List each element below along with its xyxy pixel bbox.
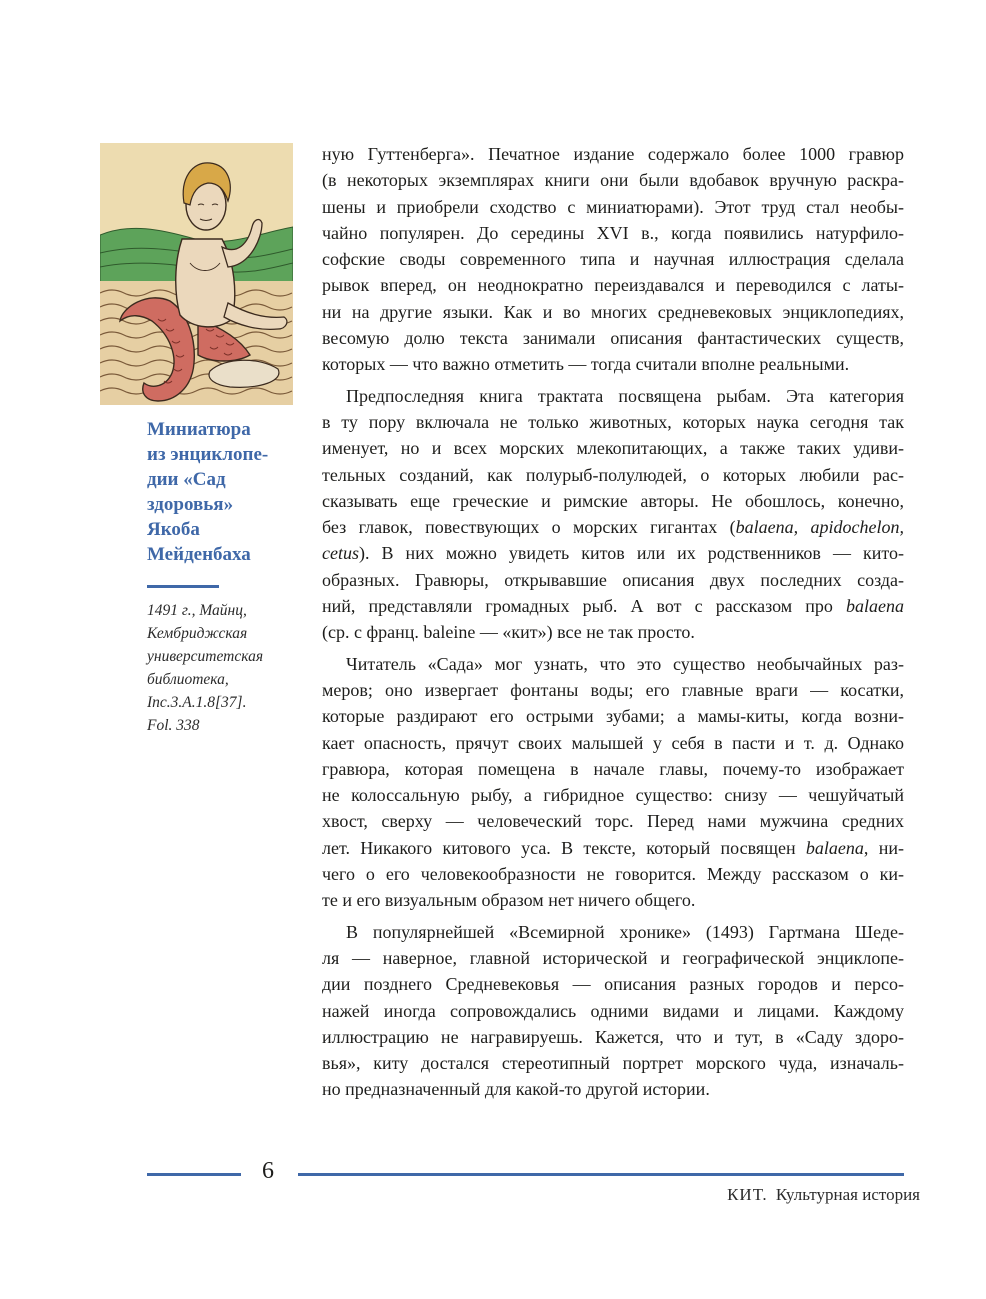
text-line: чайно популярен. До середины XVI в., когда появились натурфило- <box>322 222 904 243</box>
text-line: В популярнейшей «Всемирной хронике» (1493) Гартмана Шеде- <box>346 921 904 942</box>
caption-source-line: библиотека, <box>147 671 229 688</box>
caption-source-line: 1491 г., Майнц, <box>147 602 247 619</box>
running-head <box>727 1185 920 1205</box>
text-line: чего о его человекообразности не говорится. Между рассказом о ки- <box>322 864 904 885</box>
text-line: именует, но и всех морских млекопитающих, а также таких удиви- <box>322 438 904 459</box>
text-line: те и его визуальным образом нет ничего общего. <box>322 890 696 911</box>
text-line: нажей иногда сопровождались одними видами и лицами. Каждому <box>322 1000 904 1021</box>
text-line: меров; оно извергает фонтаны воды; его главные враги — косатки, <box>322 679 904 700</box>
paragraph-3 <box>322 651 904 914</box>
text-line: шены и приобрели сходство с миниатюрами). Этот труд стал необы- <box>322 196 904 217</box>
text-line: Предпоследняя книга трактата посвящена рыбам. Эта категория <box>346 385 904 406</box>
caption-title-line: дии «Сад <box>147 469 226 490</box>
footer-rule-right <box>298 1173 904 1176</box>
text-line: весомую долю текста занимали описания фантастических существ, <box>322 328 904 349</box>
merman-woodcut <box>100 143 293 405</box>
caption-divider <box>147 585 219 588</box>
text-line: сказывать еще греческие и римские авторы. Не обошлось, конечно, <box>322 490 904 511</box>
text-line: не колоссальную рыбу, а гибридное существо: снизу — чешуйчатый <box>322 785 904 806</box>
merman-illustration <box>100 143 293 405</box>
caption-source-line: Inc.3.A.1.8[37]. <box>147 694 247 711</box>
main-text <box>322 141 904 1103</box>
footer-rule-left <box>147 1173 241 1176</box>
caption-title-line: Якоба <box>147 519 200 540</box>
paragraph-1 <box>322 141 904 378</box>
text-run: без главок, повествующих о морских гигантах ( <box>322 517 736 538</box>
paragraph-2 <box>322 383 904 646</box>
caption-title-line: здоровья» <box>147 494 234 515</box>
text-line: которых — что важно отметить — тогда считали вполне реальными. <box>322 354 850 375</box>
text-line: которые раздирают его острыми зубами; а мамы-киты, когда возни- <box>322 706 904 727</box>
text-run: , ни- <box>863 837 904 858</box>
text-line: софские своды современного типа и научная иллюстрация сделала <box>322 249 904 270</box>
text-line: дии позднего Средневековья — описания разных городов и персо- <box>322 974 904 995</box>
text-line: ни на другие языки. Как и во многих средневековых энциклопедиях, <box>322 301 904 322</box>
caption-title-line: Мейденбаха <box>147 544 251 565</box>
text-line <box>322 593 904 619</box>
figure-caption-source <box>147 599 297 737</box>
latin-term: cetus <box>322 543 359 564</box>
caption-title-line: из энциклопе- <box>147 444 269 465</box>
text-line: вья», киту достался стереотипный портрет морского чуда, изначаль- <box>322 1053 904 1074</box>
text-line: гравюра, которая помещена в начале главы, почему-то изображает <box>322 758 904 779</box>
latin-term: balaena, apidochelon, <box>735 517 904 538</box>
text-line: ную Гуттенберга». Печатное издание содержало более 1000 гравюр <box>322 144 904 164</box>
text-line: (в некоторых экземплярах книги они были вдобавок вручную раскра- <box>322 170 904 191</box>
text-run: ний, представляли громадных рыб. А вот с рассказом про <box>322 596 846 617</box>
latin-term: balaena <box>846 596 904 617</box>
text-run: ). В них можно увидеть китов или их родственников — кито- <box>358 543 904 564</box>
text-run: лет. Никакого китового уса. В тексте, который посвящен <box>322 837 806 858</box>
caption-title-line: Миниатюра <box>147 419 251 440</box>
text-line: ля — наверное, главной исторической и географической энциклопе- <box>322 947 904 968</box>
text-line <box>322 540 904 566</box>
caption-source-line: Кембриджская <box>147 625 248 642</box>
running-head-title: Культурная история <box>775 1185 920 1204</box>
text-line: рывок вперед, он неоднократно переиздавался и переводился с латы- <box>322 275 904 296</box>
text-line: образных. Гравюры, открывавшие описания двух последних созда- <box>322 569 904 590</box>
text-line: но предназначенный для какой-то другой истории. <box>322 1079 710 1100</box>
paragraph-4 <box>322 919 904 1103</box>
text-line: Читатель «Сада» мог узнать, что это существо необычайных раз- <box>346 653 904 674</box>
text-line: кает опасность, прячут своих малышей у себя в пасти и т. д. Однако <box>322 732 904 753</box>
caption-source-line: Fol. 338 <box>147 717 200 734</box>
caption-source-line: университетская <box>147 648 264 665</box>
text-line: иллюстрацию не награвируешь. Кажется, что и тут, в «Саду здоро- <box>322 1026 904 1047</box>
figure-caption-title <box>147 417 287 567</box>
text-line: в ту пору включала не только животных, которых наука сегодня так <box>322 411 904 432</box>
text-line <box>322 514 904 540</box>
page-number: 6 <box>262 1158 274 1184</box>
latin-term: balaena <box>805 837 864 858</box>
text-line: хвост, сверху — человеческий торс. Перед нами мужчина средних <box>322 811 904 832</box>
text-line: (ср. с франц. baleine — «кит») все не так просто. <box>322 622 695 643</box>
running-head-short: КИТ. <box>727 1185 768 1204</box>
text-line: тельных созданий, как полурыб-полулюдей, о которых любили рас- <box>322 464 904 485</box>
text-line <box>322 835 904 861</box>
